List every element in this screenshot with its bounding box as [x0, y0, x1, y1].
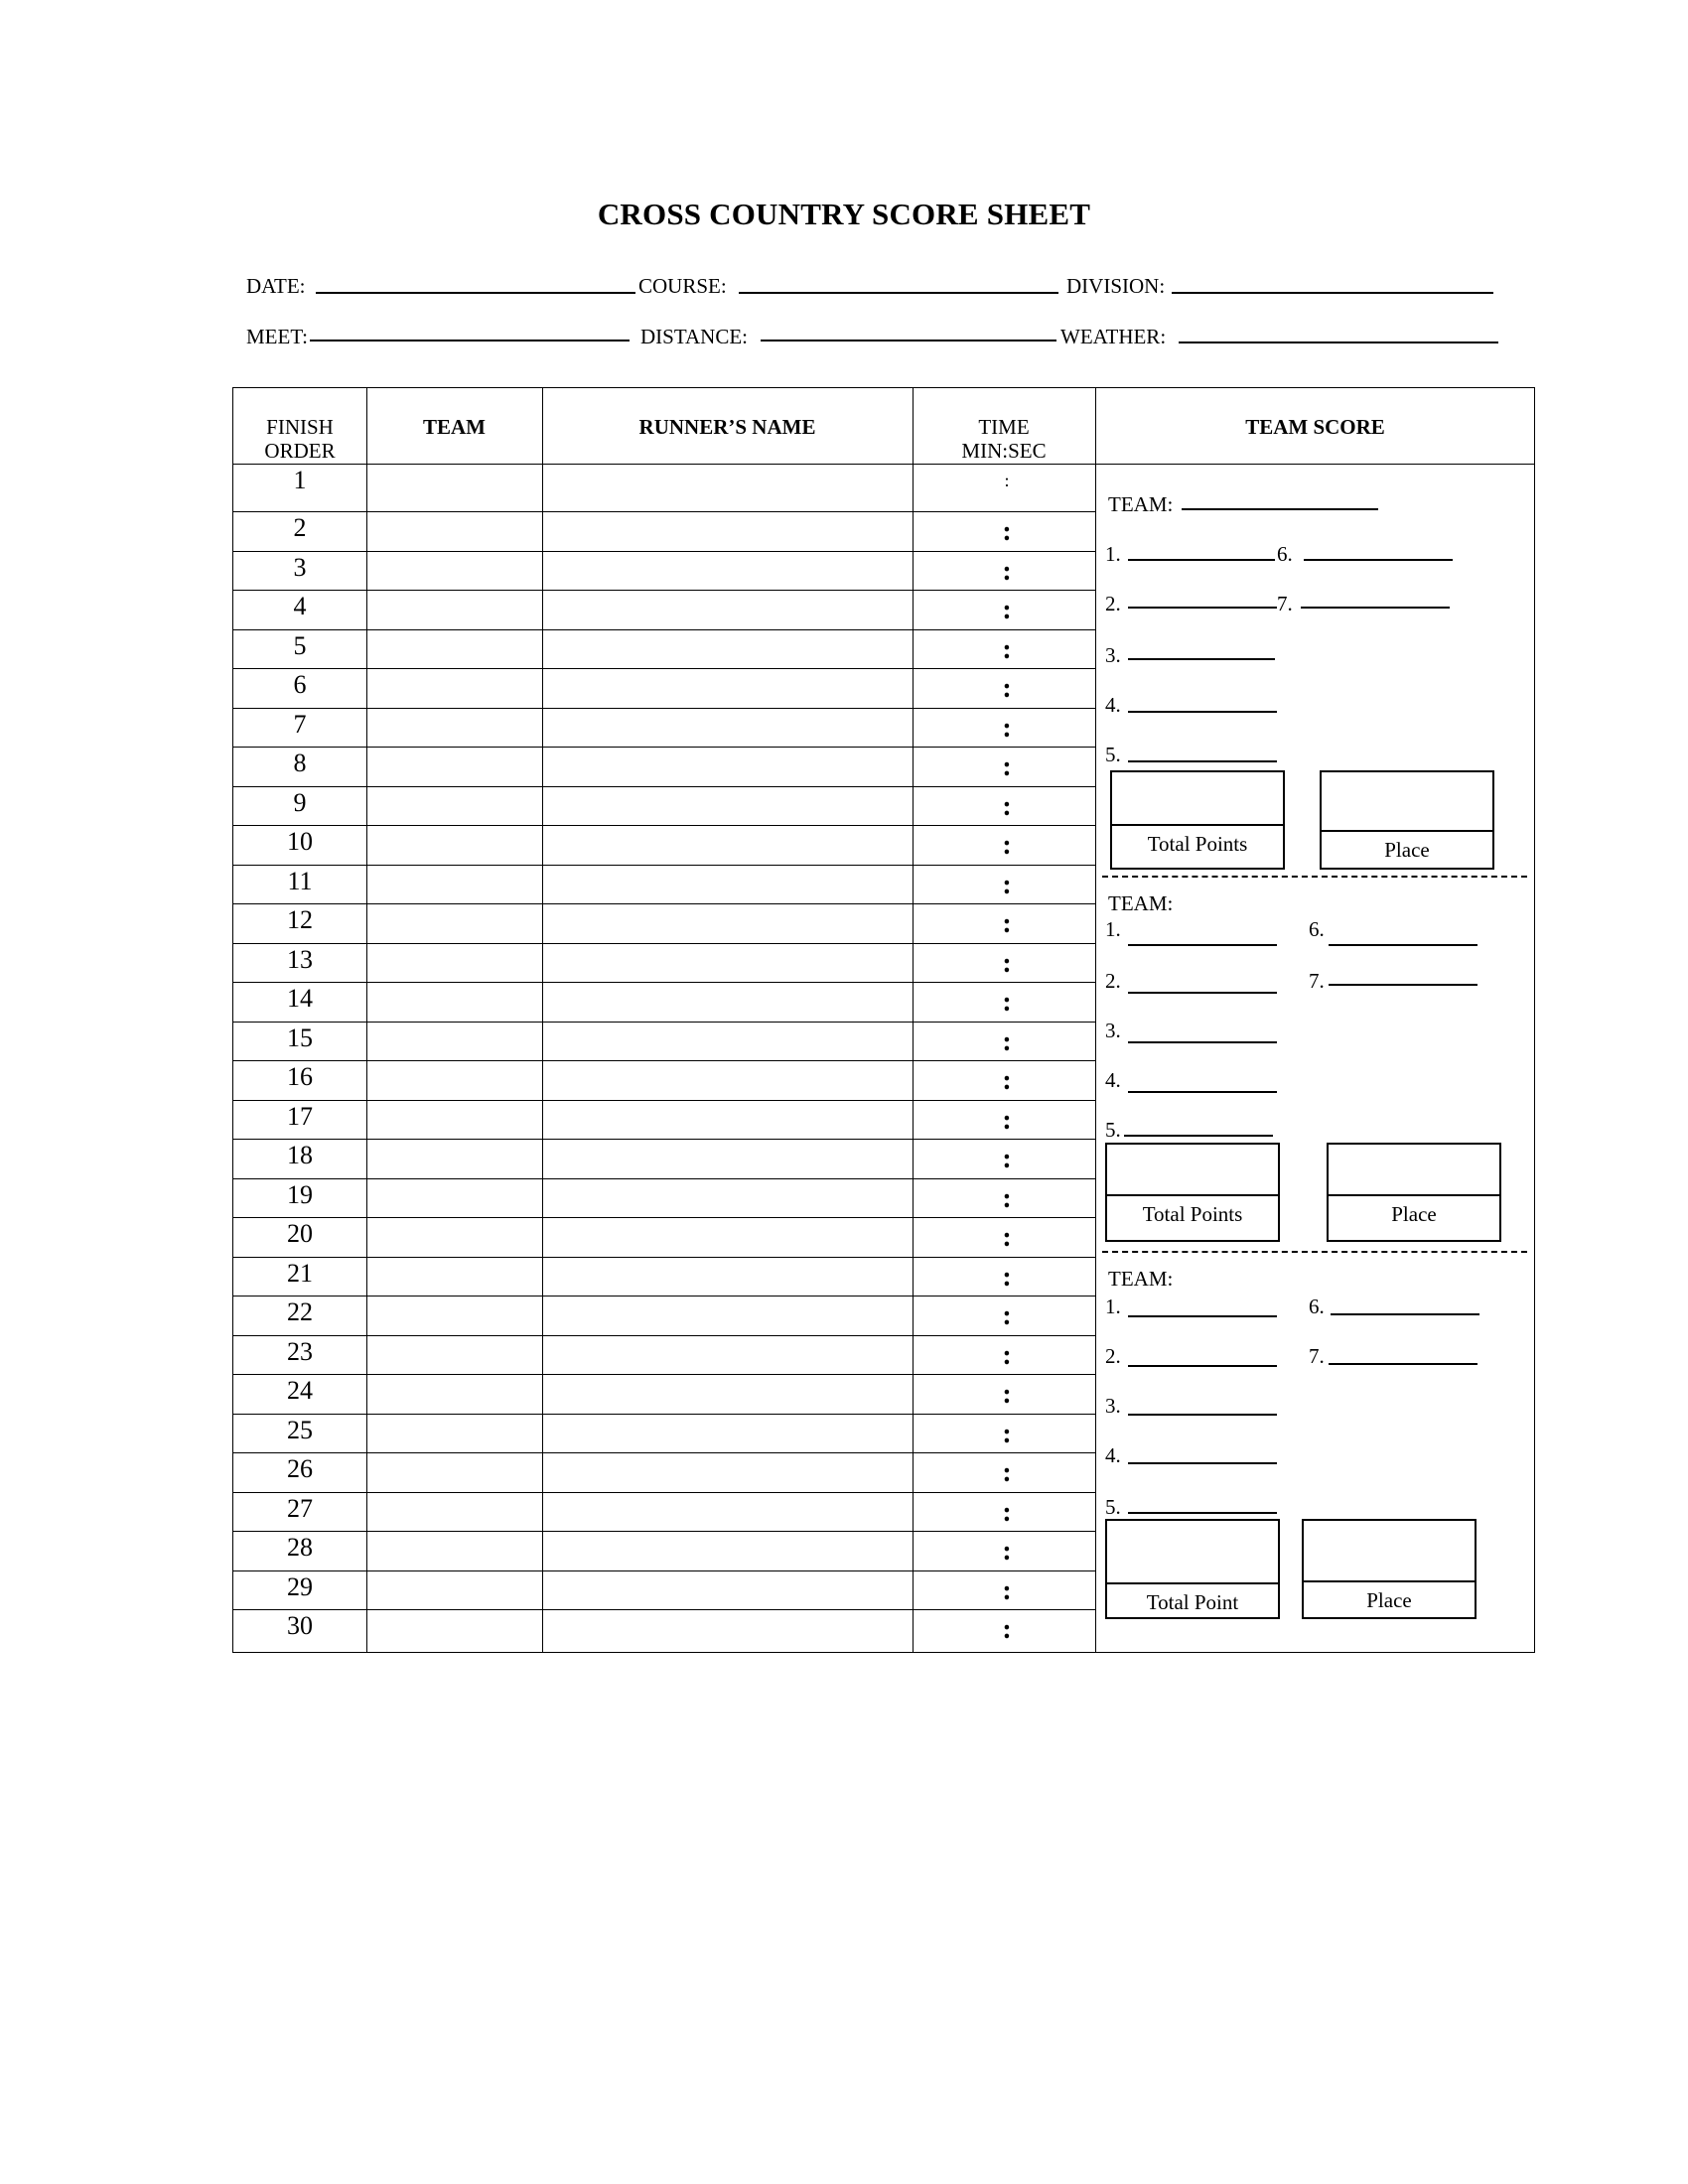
time-cell[interactable]	[913, 708, 1095, 748]
finish-order-cell: 4	[293, 592, 307, 620]
time-separator: :	[1004, 471, 1010, 490]
runner-place-field[interactable]	[1128, 992, 1277, 994]
time-cell[interactable]	[913, 551, 1095, 591]
finish-order-cell: 22	[287, 1297, 313, 1326]
runner-name-cell[interactable]	[542, 1414, 913, 1453]
team-cell[interactable]	[366, 1296, 542, 1335]
team-cell[interactable]	[366, 511, 542, 551]
finish-order-cell: 19	[287, 1179, 313, 1209]
time-separator: :	[1002, 987, 1012, 1018]
box-divider	[1329, 1194, 1499, 1196]
finish-order-cell: 20	[287, 1219, 313, 1248]
team-cell[interactable]	[366, 1060, 542, 1100]
runner-name-cell[interactable]	[542, 1570, 913, 1610]
time-separator: :	[1002, 790, 1012, 822]
team-score-team-label: TEAM:	[1108, 492, 1174, 516]
runner-place-label: 5.	[1105, 1118, 1121, 1142]
time-cell[interactable]	[913, 1452, 1095, 1492]
runner-place-label: 4.	[1105, 1068, 1121, 1092]
time-cell[interactable]	[913, 747, 1095, 786]
time-separator: :	[1002, 1536, 1012, 1567]
team-cell[interactable]	[366, 551, 542, 591]
finish-order-cell: 2	[293, 513, 307, 542]
runner-place-field[interactable]	[1329, 944, 1477, 946]
total-points-box-label: Total Point	[1146, 1590, 1239, 1614]
time-cell[interactable]	[913, 1609, 1095, 1649]
runner-place-label: 5.	[1105, 743, 1121, 766]
time-separator: :	[1002, 908, 1012, 939]
finish-order-header-line1: FINISH	[266, 415, 334, 439]
runner-name-cell[interactable]	[542, 1178, 913, 1218]
time-cell[interactable]	[913, 1257, 1095, 1297]
team-cell[interactable]	[366, 1022, 542, 1061]
place-box-label: Place	[1391, 1202, 1437, 1226]
runner-name-cell[interactable]	[542, 1217, 913, 1257]
time-cell[interactable]	[913, 982, 1095, 1022]
time-cell[interactable]	[913, 1414, 1095, 1453]
finish-order-cell: 26	[287, 1454, 313, 1483]
place-box[interactable]	[1320, 770, 1494, 870]
time-separator: :	[1002, 1261, 1012, 1293]
time-cell[interactable]	[913, 1570, 1095, 1610]
team-cell[interactable]	[366, 786, 542, 826]
finish-order-cell: 8	[293, 749, 307, 777]
time-cell[interactable]	[913, 1296, 1095, 1335]
runner-place-field[interactable]	[1329, 1363, 1477, 1365]
runner-place-field[interactable]	[1128, 760, 1277, 762]
team-score-team-label: TEAM:	[1108, 1267, 1174, 1291]
time-separator: :	[1002, 830, 1012, 861]
runner-name-cell[interactable]	[542, 551, 913, 591]
finish-order-cell: 21	[287, 1258, 313, 1288]
course-field[interactable]	[739, 292, 1058, 294]
runners-name-header: RUNNER’S NAME	[638, 415, 816, 439]
time-separator: :	[1002, 1614, 1012, 1645]
runner-place-field[interactable]	[1304, 559, 1453, 561]
weather-field[interactable]	[1179, 341, 1498, 343]
runner-name-cell[interactable]	[542, 1022, 913, 1061]
time-separator: :	[1002, 869, 1012, 900]
runner-name-cell[interactable]	[542, 511, 913, 551]
runner-place-label: 6.	[1309, 917, 1325, 941]
runner-place-field[interactable]	[1128, 1041, 1277, 1043]
runner-place-label: 1.	[1105, 542, 1121, 566]
place-box-label: Place	[1366, 1588, 1412, 1612]
finish-order-cell: 28	[287, 1533, 313, 1562]
runner-name-cell[interactable]	[542, 708, 913, 748]
runner-place-field[interactable]	[1128, 944, 1277, 946]
time-header-line1: TIME	[978, 415, 1030, 439]
time-cell[interactable]	[913, 1335, 1095, 1375]
team-block-separator	[1102, 876, 1527, 878]
time-cell[interactable]	[913, 825, 1095, 865]
runner-name-cell[interactable]	[542, 629, 913, 669]
time-separator: :	[1002, 1182, 1012, 1214]
runner-place-label: 2.	[1105, 592, 1121, 615]
runner-place-label: 7.	[1309, 969, 1325, 993]
meet-label: MEET:	[246, 325, 308, 348]
finish-order-cell: 5	[293, 630, 307, 660]
runner-name-cell[interactable]	[542, 865, 913, 904]
runner-name-cell[interactable]	[542, 464, 913, 511]
team-cell[interactable]	[366, 1414, 542, 1453]
time-separator: :	[1002, 673, 1012, 704]
runner-name-cell[interactable]	[542, 1609, 913, 1649]
time-separator: :	[1002, 1339, 1012, 1371]
box-divider	[1322, 830, 1492, 832]
time-header-line2: MIN:SEC	[961, 439, 1047, 463]
team-score-header: TEAM SCORE	[1245, 415, 1385, 439]
runner-place-field[interactable]	[1128, 1091, 1277, 1093]
runner-name-cell[interactable]	[542, 1492, 913, 1532]
runner-name-cell[interactable]	[542, 1335, 913, 1375]
finish-order-cell: 13	[287, 944, 313, 974]
time-cell[interactable]	[913, 903, 1095, 943]
finish-order-cell: 9	[293, 787, 307, 817]
runner-place-label: 4.	[1105, 693, 1121, 717]
runner-name-cell[interactable]	[542, 1100, 913, 1140]
time-header	[913, 415, 1095, 463]
runner-place-label: 3.	[1105, 1019, 1121, 1042]
team-name-field[interactable]	[1182, 508, 1378, 510]
finish-order-cell: 12	[287, 905, 313, 934]
date-field[interactable]	[316, 292, 635, 294]
runner-place-label: 3.	[1105, 643, 1121, 667]
time-separator: :	[1002, 947, 1012, 979]
runner-name-cell[interactable]	[542, 903, 913, 943]
time-separator: :	[1002, 1065, 1012, 1096]
runner-place-field[interactable]	[1128, 1462, 1277, 1464]
time-separator: :	[1002, 516, 1012, 547]
time-cell[interactable]	[913, 629, 1095, 669]
runner-place-label: 5.	[1105, 1495, 1121, 1519]
time-separator: :	[1002, 1457, 1012, 1488]
runner-name-cell[interactable]	[542, 1060, 913, 1100]
box-divider	[1107, 1194, 1278, 1196]
finish-order-cell: 14	[287, 984, 313, 1013]
time-separator: :	[1002, 595, 1012, 625]
column-divider	[1095, 387, 1096, 1653]
distance-field[interactable]	[761, 340, 1056, 341]
runner-place-field[interactable]	[1128, 658, 1275, 660]
runner-place-field[interactable]	[1331, 1313, 1479, 1315]
team-cell[interactable]	[366, 1217, 542, 1257]
team-cell[interactable]	[366, 1257, 542, 1297]
team-cell[interactable]	[366, 708, 542, 748]
runner-name-cell[interactable]	[542, 1531, 913, 1570]
time-separator: :	[1002, 1496, 1012, 1528]
team-cell[interactable]	[366, 1452, 542, 1492]
runner-place-field[interactable]	[1128, 1414, 1277, 1416]
time-cell[interactable]	[913, 511, 1095, 551]
place-box[interactable]	[1302, 1519, 1477, 1619]
team-cell[interactable]	[366, 1100, 542, 1140]
team-cell[interactable]	[366, 1609, 542, 1649]
team-cell[interactable]	[366, 865, 542, 904]
runner-name-cell[interactable]	[542, 1374, 913, 1414]
finish-order-cell: 3	[293, 552, 307, 582]
runner-name-cell[interactable]	[542, 1257, 913, 1297]
runner-place-field[interactable]	[1128, 1315, 1277, 1317]
team-cell[interactable]	[366, 629, 542, 669]
runner-place-label: 2.	[1105, 969, 1121, 993]
team-cell[interactable]	[366, 982, 542, 1022]
time-cell[interactable]	[913, 1492, 1095, 1532]
time-separator: :	[1002, 555, 1012, 587]
weather-label: WEATHER:	[1060, 325, 1167, 348]
team-block-separator	[1102, 1251, 1527, 1253]
finish-order-cell: 1	[293, 466, 307, 494]
runner-place-field[interactable]	[1128, 559, 1275, 561]
runner-place-label: 1.	[1105, 917, 1121, 941]
runner-name-cell[interactable]	[542, 786, 913, 826]
runner-place-field[interactable]	[1329, 984, 1477, 986]
runner-name-cell[interactable]	[542, 747, 913, 786]
team-score-team-label: TEAM:	[1108, 891, 1174, 915]
finish-order-cell: 23	[287, 1336, 313, 1366]
meet-field[interactable]	[310, 340, 630, 341]
finish-order-cell: 30	[287, 1611, 313, 1640]
total-points-box[interactable]	[1105, 1519, 1280, 1619]
finish-order-cell: 27	[287, 1493, 313, 1523]
finish-order-cell: 6	[293, 670, 307, 699]
team-cell[interactable]	[366, 1570, 542, 1610]
team-cell[interactable]	[366, 1374, 542, 1414]
team-cell[interactable]	[366, 464, 542, 511]
finish-order-header-line2: ORDER	[264, 439, 336, 463]
time-cell[interactable]	[913, 1100, 1095, 1140]
total-points-box[interactable]	[1105, 1143, 1280, 1242]
time-cell[interactable]	[913, 464, 1095, 511]
time-cell[interactable]	[913, 1139, 1095, 1178]
team-cell[interactable]	[366, 590, 542, 629]
place-box[interactable]	[1327, 1143, 1501, 1242]
finish-order-cell: 25	[287, 1415, 313, 1444]
finish-order-cell: 17	[287, 1101, 313, 1131]
runner-place-field[interactable]	[1128, 607, 1277, 609]
team-cell[interactable]	[366, 1178, 542, 1218]
team-cell[interactable]	[366, 1139, 542, 1178]
box-divider	[1107, 1582, 1278, 1584]
runner-name-cell[interactable]	[542, 943, 913, 983]
time-cell[interactable]	[913, 786, 1095, 826]
runner-name-cell[interactable]	[542, 668, 913, 708]
course-label: COURSE:	[638, 274, 727, 298]
time-cell[interactable]	[913, 1178, 1095, 1218]
time-cell[interactable]	[913, 590, 1095, 629]
page-title: CROSS COUNTRY SCORE SHEET	[597, 197, 1091, 231]
runner-place-label: 6.	[1277, 542, 1293, 566]
runner-place-field[interactable]	[1128, 1512, 1277, 1514]
time-cell[interactable]	[913, 943, 1095, 983]
time-cell[interactable]	[913, 1217, 1095, 1257]
runner-place-label: 7.	[1309, 1344, 1325, 1368]
team-cell[interactable]	[366, 1335, 542, 1375]
division-field[interactable]	[1172, 292, 1493, 294]
time-cell[interactable]	[913, 668, 1095, 708]
team-cell[interactable]	[366, 1531, 542, 1570]
time-separator: :	[1002, 1222, 1012, 1253]
team-cell[interactable]	[366, 943, 542, 983]
runner-name-cell[interactable]	[542, 982, 913, 1022]
runner-place-field[interactable]	[1128, 1365, 1277, 1367]
finish-order-header	[232, 415, 367, 463]
runner-name-cell[interactable]	[542, 1452, 913, 1492]
runner-place-label: 1.	[1105, 1295, 1121, 1318]
time-separator: :	[1002, 1025, 1012, 1057]
time-separator: :	[1002, 1144, 1012, 1174]
runner-name-cell[interactable]	[542, 825, 913, 865]
place-box-label: Place	[1384, 838, 1430, 862]
team-cell[interactable]	[366, 825, 542, 865]
time-separator: :	[1002, 751, 1012, 782]
time-cell[interactable]	[913, 1022, 1095, 1061]
runner-place-field[interactable]	[1124, 1135, 1273, 1137]
division-label: DIVISION:	[1066, 274, 1166, 298]
team-cell[interactable]	[366, 903, 542, 943]
team-cell[interactable]	[366, 747, 542, 786]
time-cell[interactable]	[913, 865, 1095, 904]
time-separator: :	[1002, 1379, 1012, 1410]
finish-order-cell: 7	[293, 709, 307, 739]
runner-place-label: 6.	[1309, 1295, 1325, 1318]
time-separator: :	[1002, 1300, 1012, 1331]
finish-order-cell: 24	[287, 1376, 313, 1405]
time-separator: :	[1002, 1104, 1012, 1136]
time-cell[interactable]	[913, 1060, 1095, 1100]
runner-place-field[interactable]	[1301, 607, 1450, 609]
runner-place-label: 2.	[1105, 1344, 1121, 1368]
finish-order-cell: 10	[287, 827, 313, 856]
finish-order-cell: 16	[287, 1062, 313, 1091]
finish-order-cell: 18	[287, 1141, 313, 1169]
total-points-box[interactable]	[1110, 770, 1285, 870]
team-header: TEAM	[423, 415, 486, 439]
finish-order-cell: 15	[287, 1023, 313, 1052]
distance-label: DISTANCE:	[640, 325, 748, 348]
date-label: DATE:	[246, 274, 306, 298]
time-separator: :	[1002, 633, 1012, 665]
finish-order-cell: 29	[287, 1571, 313, 1601]
runner-name-cell[interactable]	[542, 590, 913, 629]
time-cell[interactable]	[913, 1374, 1095, 1414]
runner-place-label: 7.	[1277, 592, 1293, 615]
box-divider	[1304, 1580, 1475, 1582]
team-cell[interactable]	[366, 668, 542, 708]
runner-place-label: 4.	[1105, 1443, 1121, 1467]
time-separator: :	[1002, 712, 1012, 744]
box-divider	[1112, 824, 1283, 826]
runner-place-field[interactable]	[1128, 711, 1277, 713]
team-cell[interactable]	[366, 1492, 542, 1532]
time-cell[interactable]	[913, 1531, 1095, 1570]
total-points-box-label: Total Points	[1142, 1202, 1243, 1226]
total-points-box-label: Total Points	[1147, 832, 1248, 856]
finish-order-cell: 11	[287, 866, 313, 895]
runner-name-cell[interactable]	[542, 1296, 913, 1335]
runner-place-label: 3.	[1105, 1394, 1121, 1418]
runner-name-cell[interactable]	[542, 1139, 913, 1178]
time-separator: :	[1002, 1574, 1012, 1606]
time-separator: :	[1002, 1418, 1012, 1449]
